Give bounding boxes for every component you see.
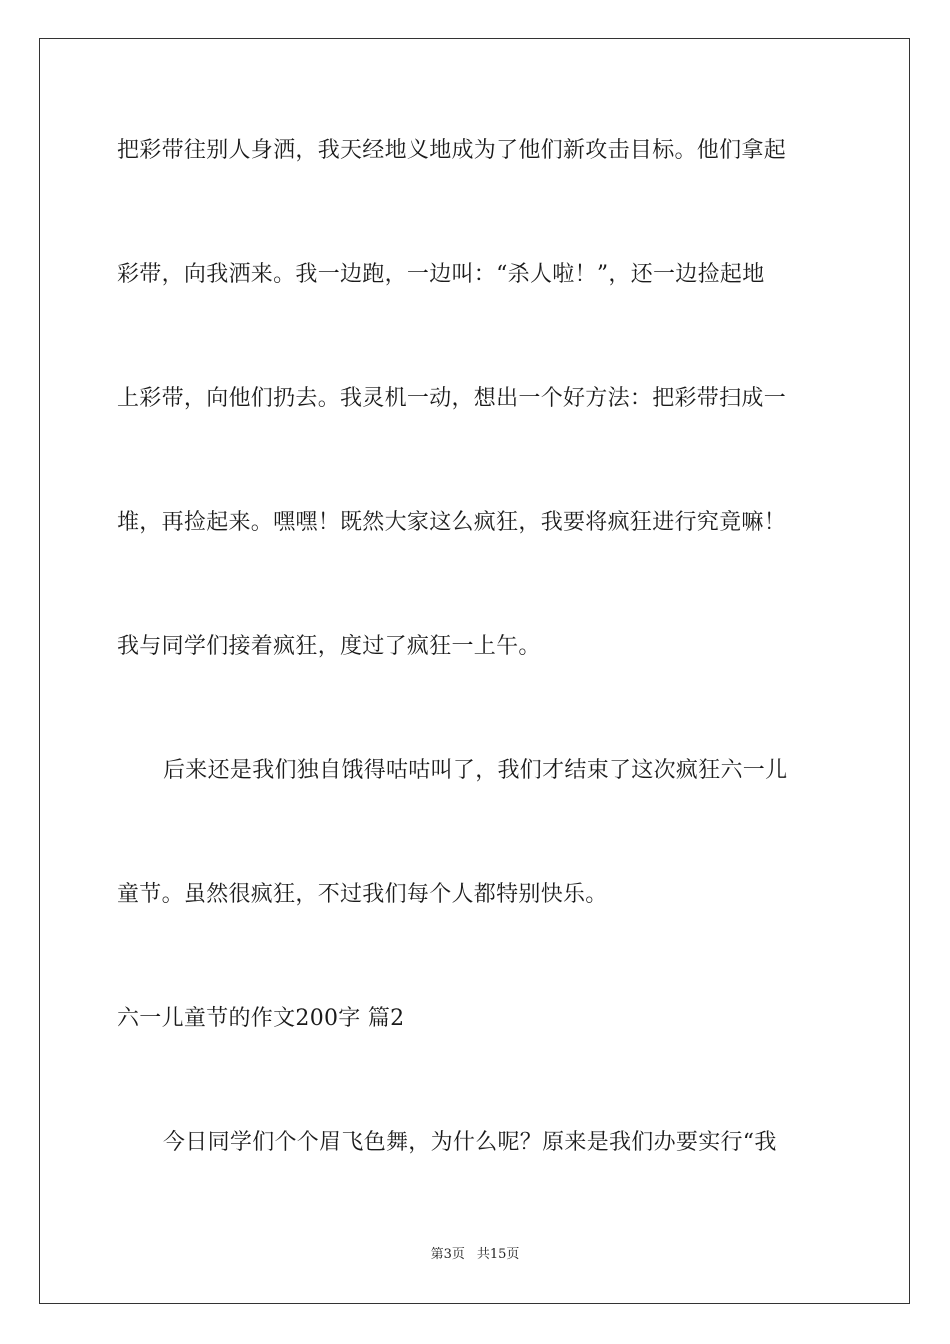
- page-total: 共15页: [476, 1247, 520, 1262]
- section-heading: 六一儿童节的作文200字 篇2: [117, 1006, 405, 1031]
- body-text-line: 把彩带往别人身洒，我天经地义地成为了他们新攻击目标。他们拿起: [117, 138, 787, 163]
- body-text-line: 堆，再捡起来。嘿嘿！既然大家这么疯狂，我要将疯狂进行究竟嘛！: [117, 510, 787, 535]
- page-footer: [0, 1246, 950, 1264]
- body-text-line: 彩带，向我洒来。我一边跑，一边叫：“杀人啦！”，还一边捡起地: [117, 262, 765, 287]
- body-text-line: 上彩带，向他们扔去。我灵机一动，想出一个好方法：把彩带扫成一: [117, 386, 787, 411]
- paragraph-first-line: 后来还是我们独自饿得咕咕叫了，我们才结束了这次疯狂六一儿: [163, 758, 788, 783]
- paragraph-first-line: 今日同学们个个眉飞色舞，为什么呢？原来是我们办要实行“我: [163, 1130, 777, 1155]
- page-number: 第3页: [430, 1247, 465, 1262]
- body-text-line: 童节。虽然很疯狂，不过我们每个人都特别快乐。: [117, 882, 608, 907]
- page-border: [39, 38, 910, 1304]
- body-text-line: 我与同学们接着疯狂，度过了疯狂一上午。: [117, 634, 541, 659]
